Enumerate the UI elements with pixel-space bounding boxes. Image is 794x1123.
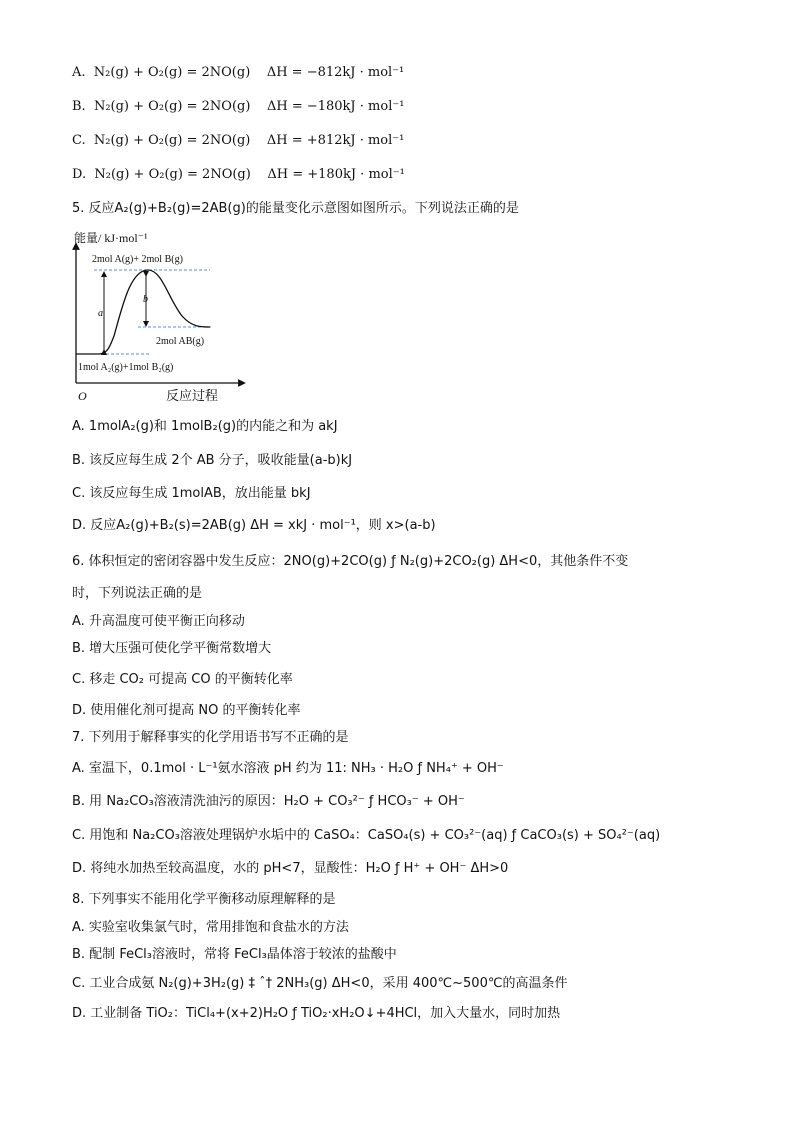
q5-option-c: C. 该反应每生成 1molAB，放出能量 bkJ bbox=[72, 486, 311, 501]
y-axis-label: 能量/ kJ·mol⁻¹ bbox=[74, 231, 148, 245]
product-level-label: 2mol AB(g) bbox=[156, 336, 205, 347]
energy-diagram bbox=[70, 228, 260, 406]
q6-option-b: B. 增大压强可使化学平衡常数增大 bbox=[72, 641, 272, 656]
q5-option-a: A. 1molA₂(g)和 1molB₂(g)的内能之和为 akJ bbox=[72, 419, 338, 434]
q7-option-d: D. 将纯水加热至较高温度，水的 pH<7，显酸性：H₂O ƒ H⁺ + OH⁻ ΔH>0 bbox=[72, 861, 509, 876]
q4-option-b: B. N₂(g) + O₂(g) = 2NO(g) ΔH = −180kJ · mol⁻¹ bbox=[72, 99, 405, 114]
q6-stem-line1: 6. 体积恒定的密闭容器中发生反应：2NO(g)+2CO(g) ƒ N₂(g)+2CO₂(g) ΔH<0，其他条件不变 bbox=[72, 554, 629, 569]
q4-option-c: C. N₂(g) + O₂(g) = 2NO(g) ΔH = +812kJ · mol⁻¹ bbox=[72, 133, 405, 148]
q8-option-d: D. 工业制备 TiO₂：TiCl₄+(x+2)H₂O ƒ TiO₂·xH₂O↓+4HCl，加入大量水，同时加热 bbox=[72, 1006, 561, 1021]
origin-label: O bbox=[78, 389, 87, 403]
q8-option-b: B. 配制 FeCl₃溶液时，常将 FeCl₃晶体溶于较浓的盐酸中 bbox=[72, 947, 397, 962]
q6-option-c: C. 移走 CO₂ 可提高 CO 的平衡转化率 bbox=[72, 672, 293, 687]
q4-option-d: D. N₂(g) + O₂(g) = 2NO(g) ΔH = +180kJ · mol⁻¹ bbox=[72, 167, 405, 182]
q7-option-c: C. 用饱和 Na₂CO₃溶液处理锅炉水垢中的 CaSO₄：CaSO₄(s) + CO₃²⁻(aq) ƒ CaCO₃(s) + SO₄²⁻(aq) bbox=[72, 828, 661, 843]
q5-option-b: B. 该反应每生成 2个 AB 分子，吸收能量(a-b)kJ bbox=[72, 453, 353, 468]
x-axis-label: 反应过程 bbox=[166, 388, 219, 403]
arrow-a-label: a bbox=[98, 308, 103, 319]
q7-stem: 7. 下列用于解释事实的化学用语书写不正确的是 bbox=[72, 730, 349, 745]
q7-option-a: A. 室温下，0.1mol · L⁻¹氨水溶液 pH 约为 11: NH₃ · H₂O ƒ NH₄⁺ + OH⁻ bbox=[72, 761, 504, 776]
arrow-b-label: b bbox=[143, 294, 148, 305]
q7-option-b: B. 用 Na₂CO₃溶液清洗油污的原因：H₂O + CO₃²⁻ ƒ HCO₃⁻ + OH⁻ bbox=[72, 794, 465, 809]
q4-option-a: A. N₂(g) + O₂(g) = 2NO(g) ΔH = −812kJ · mol⁻¹ bbox=[72, 65, 405, 80]
q6-option-d: D. 使用催化剂可提高 NO 的平衡转化率 bbox=[72, 703, 301, 718]
q8-option-c: C. 工业合成氨 N₂(g)+3H₂(g) ‡ ˆ† 2NH₃(g) ΔH<0，采用 400℃~500℃的高温条件 bbox=[72, 976, 568, 991]
q8-option-a: A. 实验室收集氯气时，常用排饱和食盐水的方法 bbox=[72, 920, 349, 935]
q6-option-a: A. 升高温度可使平衡正向移动 bbox=[72, 614, 245, 629]
q5-option-d: D. 反应A₂(g)+B₂(s)=2AB(g) ΔH = xkJ · mol⁻¹，则 x>(a-b) bbox=[72, 518, 436, 533]
top-level-label: 2mol A(g)+ 2mol B(g) bbox=[92, 254, 183, 265]
q5-stem: 5. 反应A₂(g)+B₂(g)=2AB(g)的能量变化示意图如图所示。下列说法正确的是 bbox=[72, 201, 519, 216]
q8-stem: 8. 下列事实不能用化学平衡移动原理解释的是 bbox=[72, 892, 336, 907]
reactant-level-label: 1mol A₂(g)+1mol B₂(g) bbox=[78, 362, 174, 373]
q6-stem-line2: 时，下列说法正确的是 bbox=[72, 586, 203, 601]
